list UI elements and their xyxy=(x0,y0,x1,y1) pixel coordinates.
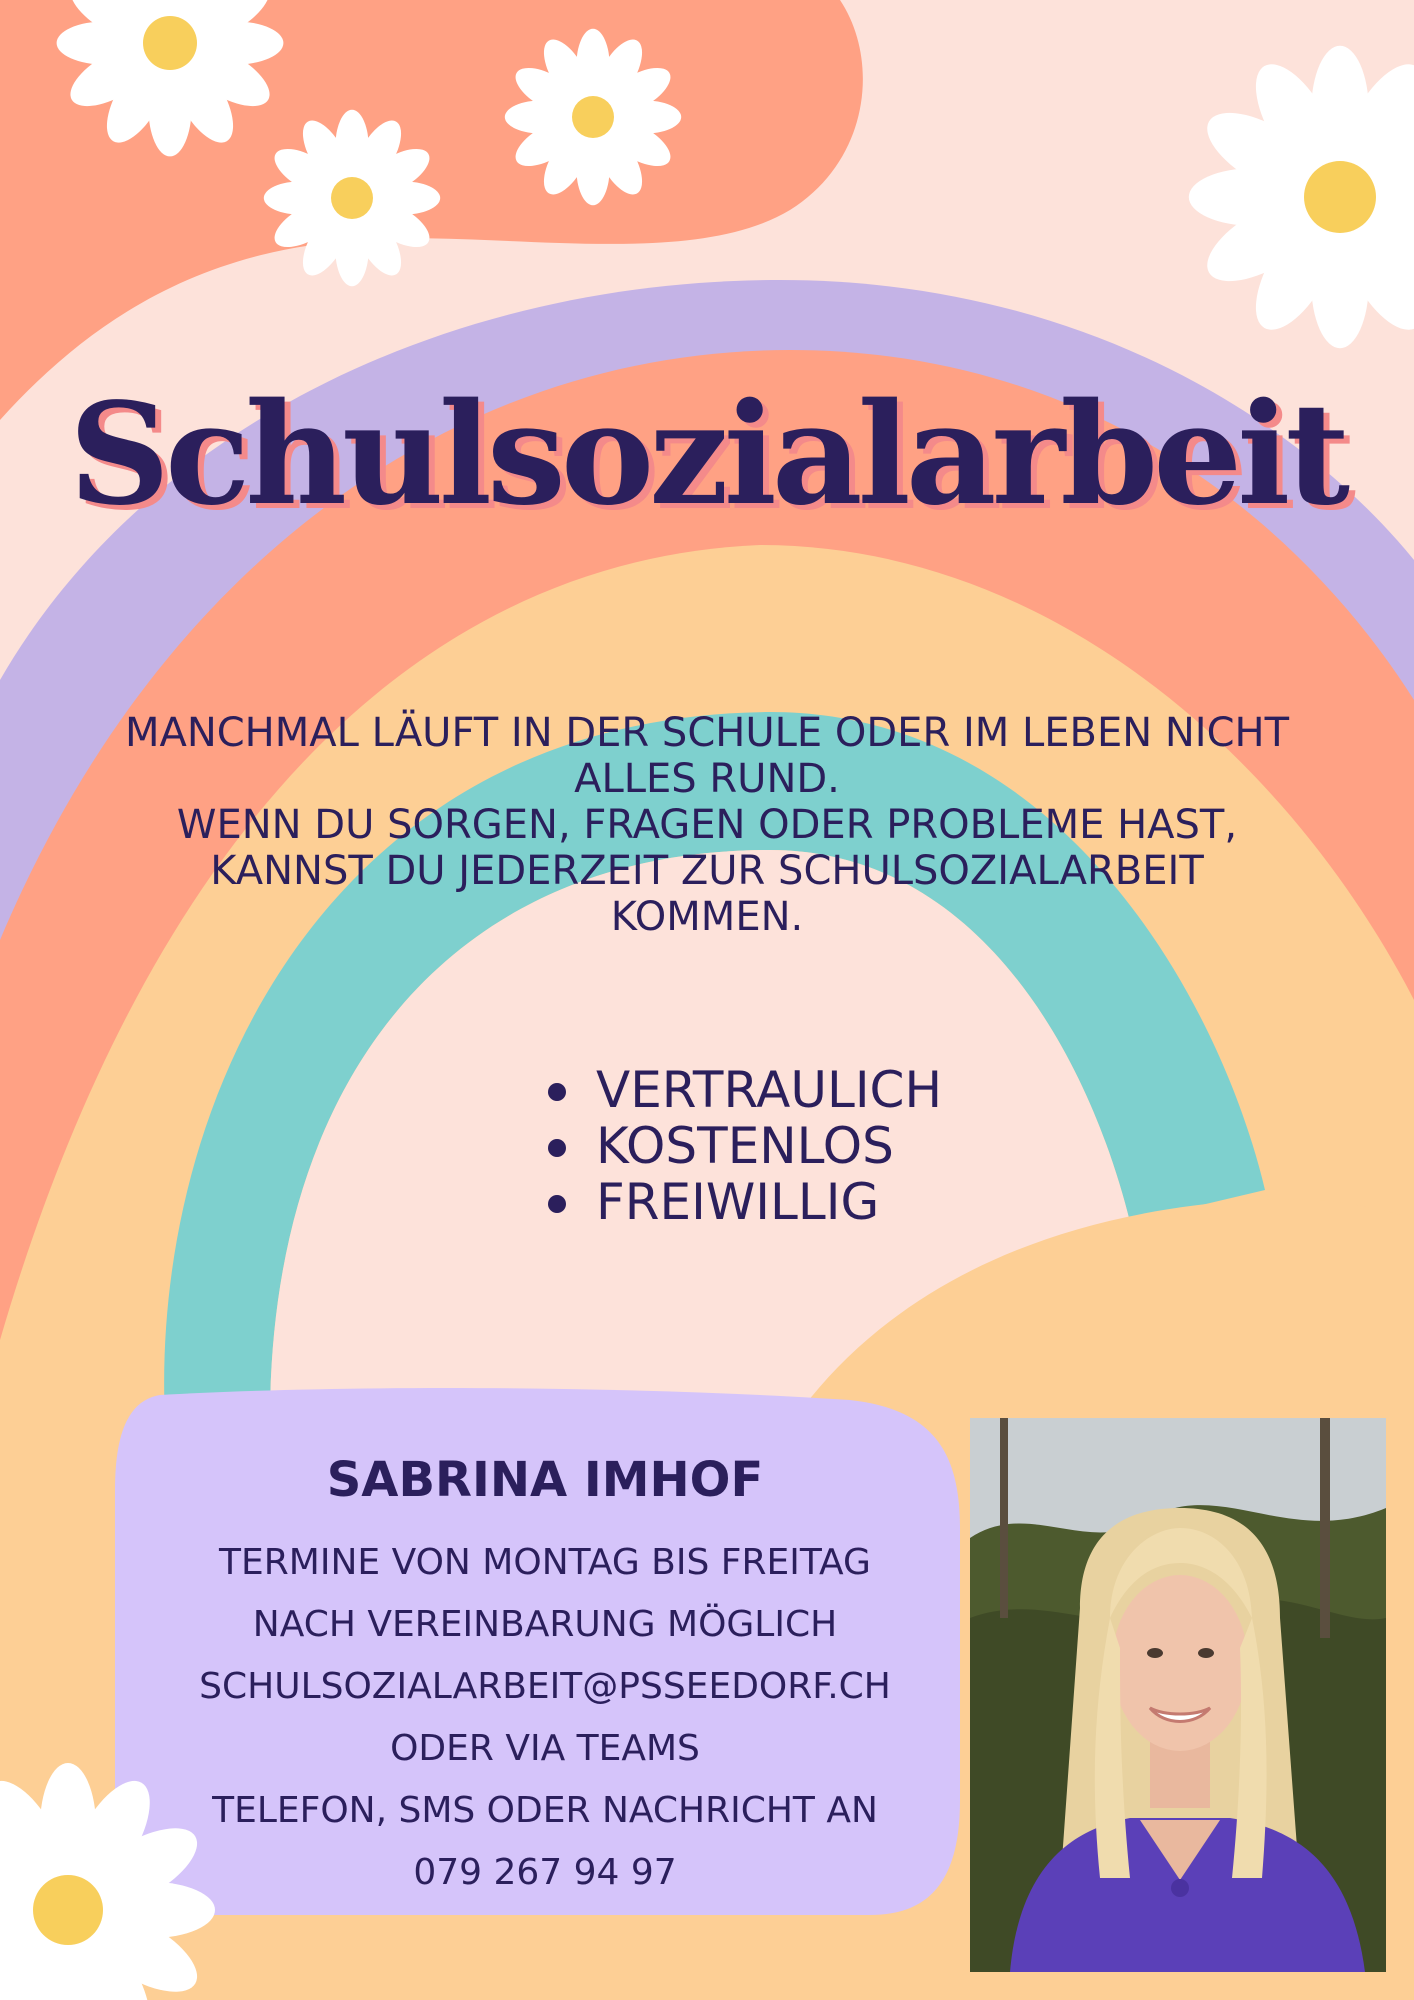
portrait-photo xyxy=(970,1418,1386,1972)
portrait-illustration xyxy=(970,1418,1386,1972)
feature-item: FREIWILLIG xyxy=(540,1174,942,1230)
feature-item: VERTRAULICH xyxy=(540,1062,942,1118)
intro-text xyxy=(120,710,1294,940)
contact-line: NACH VEREINBARUNG MÖGLICH xyxy=(252,1604,838,1645)
contact-line: ODER VIA TEAMS xyxy=(390,1728,700,1769)
contact-email[interactable]: SCHULSOZIALARBEIT@PSSEEDORF.CH xyxy=(199,1666,891,1707)
contact-line: TELEFON, SMS ODER NACHRICHT AN xyxy=(212,1790,878,1831)
contact-card xyxy=(140,1448,950,1904)
page-title: Schulsozialarbeit xyxy=(68,373,1346,537)
intro-line: WENN DU SORGEN, FRAGEN ODER PROBLEME HAST, KANNST DU JEDERZEIT ZUR SCHULSOZIALARBEIT KOMMEN. xyxy=(176,802,1238,940)
contact-line: TERMINE VON MONTAG BIS FREITAG xyxy=(219,1542,871,1583)
feature-list xyxy=(540,1062,942,1230)
intro-line: MANCHMAL LÄUFT IN DER SCHULE ODER IM LEBEN NICHT ALLES RUND. xyxy=(124,710,1290,802)
feature-item: KOSTENLOS xyxy=(540,1118,942,1174)
contact-phone[interactable]: 079 267 94 97 xyxy=(413,1852,677,1893)
contact-name: SABRINA IMHOF xyxy=(326,1452,764,1508)
